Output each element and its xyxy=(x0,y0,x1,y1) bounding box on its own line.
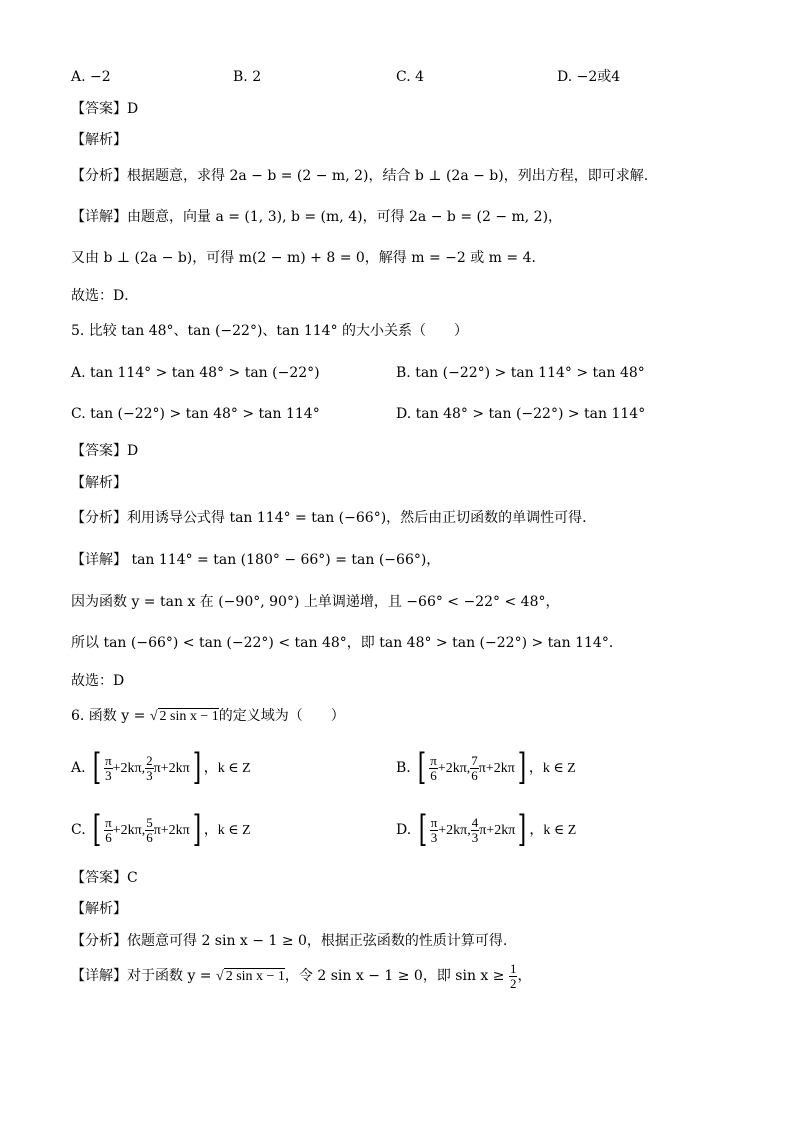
q4-analysis-tag: 【解析】 xyxy=(71,132,127,148)
numerator: π xyxy=(430,752,437,768)
q5-xiangjie xyxy=(71,551,440,569)
q5-answer xyxy=(71,442,138,460)
q5-option-d: D. tan 48° > tan (−22°) > tan 114° xyxy=(396,406,646,422)
option-label: D. xyxy=(396,822,412,838)
xiangjie-end: ， xyxy=(517,968,532,984)
left-bracket: [ xyxy=(418,809,427,850)
fenxi-tag: 【分析】 xyxy=(71,510,127,526)
q4-option-b: B. 2 xyxy=(233,69,262,85)
fenxi-text: 利用诱导公式得 tan 114° = tan (−66°)，然后由正切函数的单调性可得. xyxy=(127,510,587,526)
q6-fenxi xyxy=(71,932,507,950)
denominator: 6 xyxy=(105,829,112,845)
interval-condition: ，k ∈ Z xyxy=(203,761,251,776)
q6-option-c xyxy=(71,810,251,850)
numerator: 2 xyxy=(146,752,153,768)
q6-xiangjie xyxy=(71,958,531,996)
right-bracket: ] xyxy=(192,747,201,788)
q5-option-b: B. tan (−22°) > tan 114° > tan 48° xyxy=(396,365,645,381)
q5-choose: 故选：D xyxy=(71,673,125,689)
q5-option-c: C. tan (−22°) > tan 48° > tan 114° xyxy=(71,406,320,422)
answer-value: C xyxy=(127,870,138,886)
numerator: π xyxy=(105,752,112,768)
left-bracket: [ xyxy=(92,747,102,788)
q5-stem: 5. 比较 tan 48°、tan (−22°)、tan 114° 的大小关系（ ） xyxy=(71,323,469,339)
interval-tail: π+2kπ xyxy=(479,823,516,838)
fenxi-text: 依题意可得 2 sin x − 1 ≥ 0，根据正弦函数的性质计算可得. xyxy=(127,933,508,949)
q4-fenxi xyxy=(71,167,648,185)
fraction xyxy=(104,754,113,783)
interval-mid: +2kπ, xyxy=(112,761,146,776)
stem-radicand: 2 sin x − 1 xyxy=(159,709,219,724)
option-label: A. xyxy=(71,760,86,776)
denominator: 6 xyxy=(430,767,437,783)
q4-option-d: D. −2或4 xyxy=(557,69,621,85)
q5-solution-line-2: 所以 tan (−66°) < tan (−22°) < tan 48°，即 tan 48° > tan (−22°) > tan 114°． xyxy=(71,635,623,651)
fenxi-tag: 【分析】 xyxy=(71,933,127,949)
sqrt-symbol: √ xyxy=(149,709,158,724)
stem-prefix: 6. 函数 y = xyxy=(71,708,150,724)
numerator: π xyxy=(105,814,112,830)
interval-mid: +2kπ, xyxy=(112,823,146,838)
answer-tag: 【答案】 xyxy=(71,870,127,886)
denominator: 3 xyxy=(146,767,153,783)
xiangjie-tag: 【详解】 xyxy=(71,968,127,984)
interval-tail: π+2kπ xyxy=(153,761,190,776)
q6-analysis-tag: 【解析】 xyxy=(71,901,127,917)
interval-condition: ，k ∈ Z xyxy=(528,761,576,776)
option-label: C. xyxy=(71,822,86,838)
xiangjie-tag: 【详解】 xyxy=(71,209,127,225)
q4-answer xyxy=(71,100,138,118)
interval-mid: +2kπ, xyxy=(438,823,471,838)
xiangjie-text: tan 114° = tan (180° − 66°) = tan (−66°)， xyxy=(127,552,441,568)
q6-option-a xyxy=(71,748,251,788)
q4-option-a: A. −2 xyxy=(71,69,111,85)
right-bracket: ] xyxy=(518,809,527,850)
stem-suffix: 的定义域为（ ） xyxy=(218,708,345,724)
fenxi-text: 根据题意，求得 2a − b = (2 − m, 2)，结合 b ⊥ (2a − b)，列出方程，即可求解. xyxy=(127,168,649,184)
right-bracket: ] xyxy=(192,809,202,850)
interval-condition: ，k ∈ Z xyxy=(203,823,251,838)
left-bracket: [ xyxy=(92,809,102,850)
q4-xiangjie xyxy=(71,208,562,226)
denominator: 3 xyxy=(105,767,112,783)
q5-analysis-tag: 【解析】 xyxy=(71,475,127,491)
fenxi-tag: 【分析】 xyxy=(71,168,127,184)
xiangjie-radicand: 2 sin x − 1 xyxy=(225,969,285,984)
fraction xyxy=(104,816,113,845)
answer-tag: 【答案】 xyxy=(71,443,127,459)
fraction xyxy=(145,754,154,783)
q5-option-a: A. tan 114° > tan 48° > tan (−22°) xyxy=(71,365,320,381)
xiangjie-tag: 【详解】 xyxy=(71,552,127,568)
xiangjie-prefix: 对于函数 y = xyxy=(127,968,216,984)
q6-stem xyxy=(71,707,345,726)
fraction xyxy=(429,754,438,783)
answer-value: D xyxy=(127,443,139,459)
denominator: 2 xyxy=(509,975,517,991)
numerator: 7 xyxy=(471,752,478,768)
q5-fenxi xyxy=(71,509,587,527)
left-bracket: [ xyxy=(418,747,427,788)
q6-answer xyxy=(71,869,138,887)
q6-option-b xyxy=(396,748,576,788)
q5-solution-line-1: 因为函数 y = tan x 在 (−90°, 90°) 上单调递增，且 −66° < −22° < 48°， xyxy=(71,594,560,610)
numerator: 4 xyxy=(471,814,479,830)
sqrt-symbol: √ xyxy=(216,969,224,984)
q4-option-c: C. 4 xyxy=(396,69,425,85)
denominator: 3 xyxy=(471,829,479,845)
answer-tag: 【答案】 xyxy=(71,101,127,117)
q6-option-d xyxy=(396,810,576,850)
q4-solution-line: 又由 b ⊥ (2a − b)，可得 m(2 − m) + 8 = 0，解得 m = −2 或 m = 4． xyxy=(71,250,546,266)
denominator: 6 xyxy=(471,767,478,783)
right-bracket: ] xyxy=(517,747,527,788)
fraction xyxy=(471,816,480,845)
option-label: B. xyxy=(396,760,411,776)
denominator: 3 xyxy=(430,829,438,845)
fraction xyxy=(430,816,439,845)
q4-choose: 故选：D． xyxy=(71,288,139,304)
denominator: 6 xyxy=(146,829,153,845)
xiangjie-text: 由题意，向量 a = (1, 3), b = (m, 4)，可得 2a − b = (2 − m, 2)， xyxy=(127,209,563,225)
fraction xyxy=(470,754,479,783)
interval-tail: π+2kπ xyxy=(478,761,515,776)
interval-mid: +2kπ, xyxy=(437,761,471,776)
fraction xyxy=(145,816,154,845)
interval-tail: π+2kπ xyxy=(153,823,190,838)
xiangjie-mid: ，令 2 sin x − 1 ≥ 0，即 sin x ≥ xyxy=(284,968,509,984)
numerator: 5 xyxy=(146,814,153,830)
numerator: π xyxy=(430,814,438,830)
numerator: 1 xyxy=(509,960,517,976)
interval-condition: ，k ∈ Z xyxy=(529,823,577,838)
answer-value: D xyxy=(127,101,139,117)
